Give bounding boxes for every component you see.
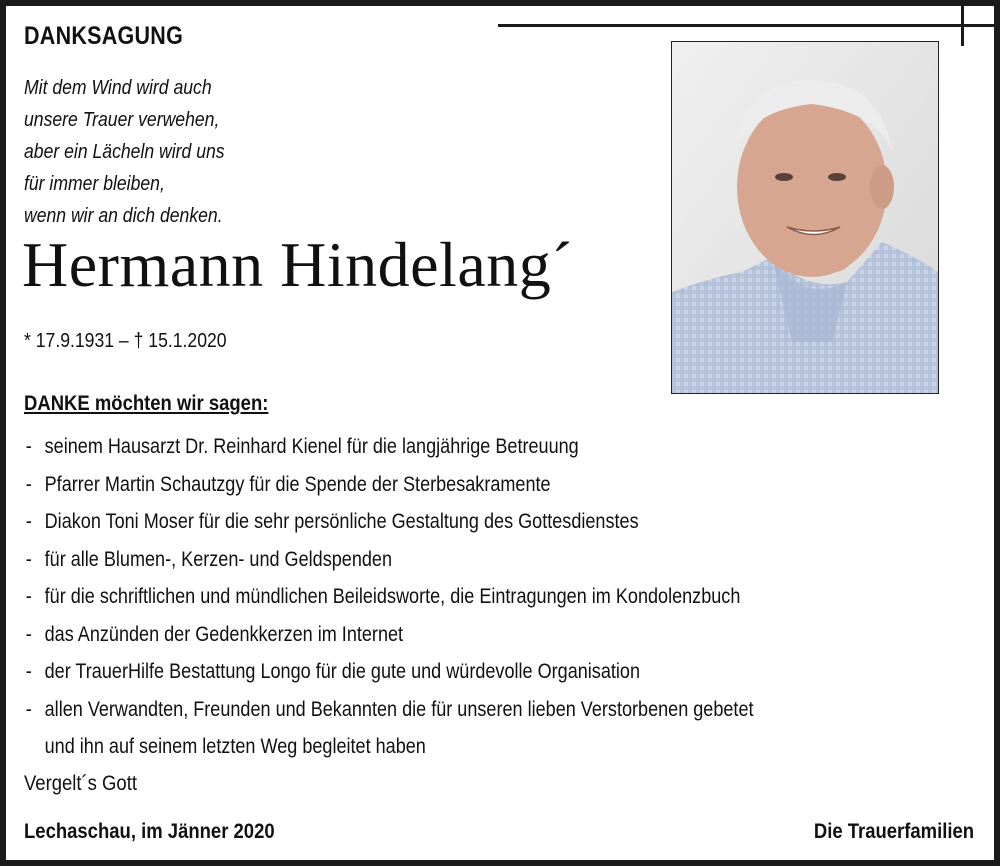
signature: Die Trauerfamilien	[813, 820, 974, 843]
poem	[24, 72, 225, 232]
list-item-text: allen Verwandten, Freunden und Bekannten die für unseren lieben Verstorbenen gebetet	[44, 697, 754, 721]
list-dash: -	[25, 622, 32, 646]
list-item-text: seinem Hausarzt Dr. Reinhard Kienel für die langjährige Betreuung	[44, 435, 579, 458]
list-dash: -	[25, 660, 32, 683]
list-item	[24, 691, 754, 729]
poem-line: wenn wir an dich denken.	[24, 205, 223, 227]
list-item	[24, 428, 754, 466]
portrait-photo	[671, 41, 939, 394]
list-item	[24, 541, 754, 579]
list-dash: -	[25, 435, 32, 458]
portrait-image	[672, 42, 938, 393]
corner-rule	[961, 6, 964, 46]
list-item-text: und ihn auf seinem letzten Weg begleitet haben	[44, 735, 426, 758]
list-item-text: für alle Blumen-, Kerzen- und Geldspenden	[44, 547, 392, 571]
life-dates: * 17.9.1931 – † 15.1.2020	[24, 330, 227, 352]
deceased-name: Hermann Hindelang´	[22, 229, 574, 300]
thanks-title: DANKE möchten wir sagen:	[24, 392, 269, 415]
top-rule	[498, 24, 996, 27]
list-dash: -	[25, 585, 32, 608]
list-item-text: Pfarrer Martin Schautzgy für die Spende der Sterbesakramente	[44, 472, 551, 496]
list-dash: -	[25, 510, 32, 533]
list-item-text: für die schriftlichen und mündlichen Beileidsworte, die Eintragungen im Kondolenzbuch	[44, 585, 741, 608]
list-item	[24, 653, 754, 691]
list-item-text: das Anzünden der Gedenkkerzen im Internet	[44, 622, 404, 646]
poem-line: für immer bleiben,	[24, 173, 165, 195]
list-item-continuation	[24, 728, 754, 766]
list-item	[24, 616, 754, 654]
list-item-text: der TrauerHilfe Bestattung Longo für die gute und würdevolle Organisation	[44, 660, 640, 683]
poem-line: aber ein Lächeln wird uns	[24, 141, 225, 163]
poem-line: Mit dem Wind wird auch	[24, 77, 212, 99]
place-date: Lechaschau, im Jänner 2020	[24, 820, 275, 843]
list-dash: -	[25, 472, 32, 496]
thanks-list	[24, 428, 754, 766]
list-item	[24, 578, 754, 616]
heading: DANKSAGUNG	[24, 22, 184, 50]
list-item	[24, 503, 754, 541]
list-item-text: Diakon Toni Moser für die sehr persönliche Gestaltung des Gottesdienstes	[44, 510, 639, 533]
list-item	[24, 466, 754, 504]
list-dash: -	[25, 697, 32, 721]
poem-line: unsere Trauer verwehen,	[24, 109, 220, 131]
list-dash: -	[25, 547, 32, 571]
closing-phrase: Vergelt´s Gott	[24, 772, 137, 795]
